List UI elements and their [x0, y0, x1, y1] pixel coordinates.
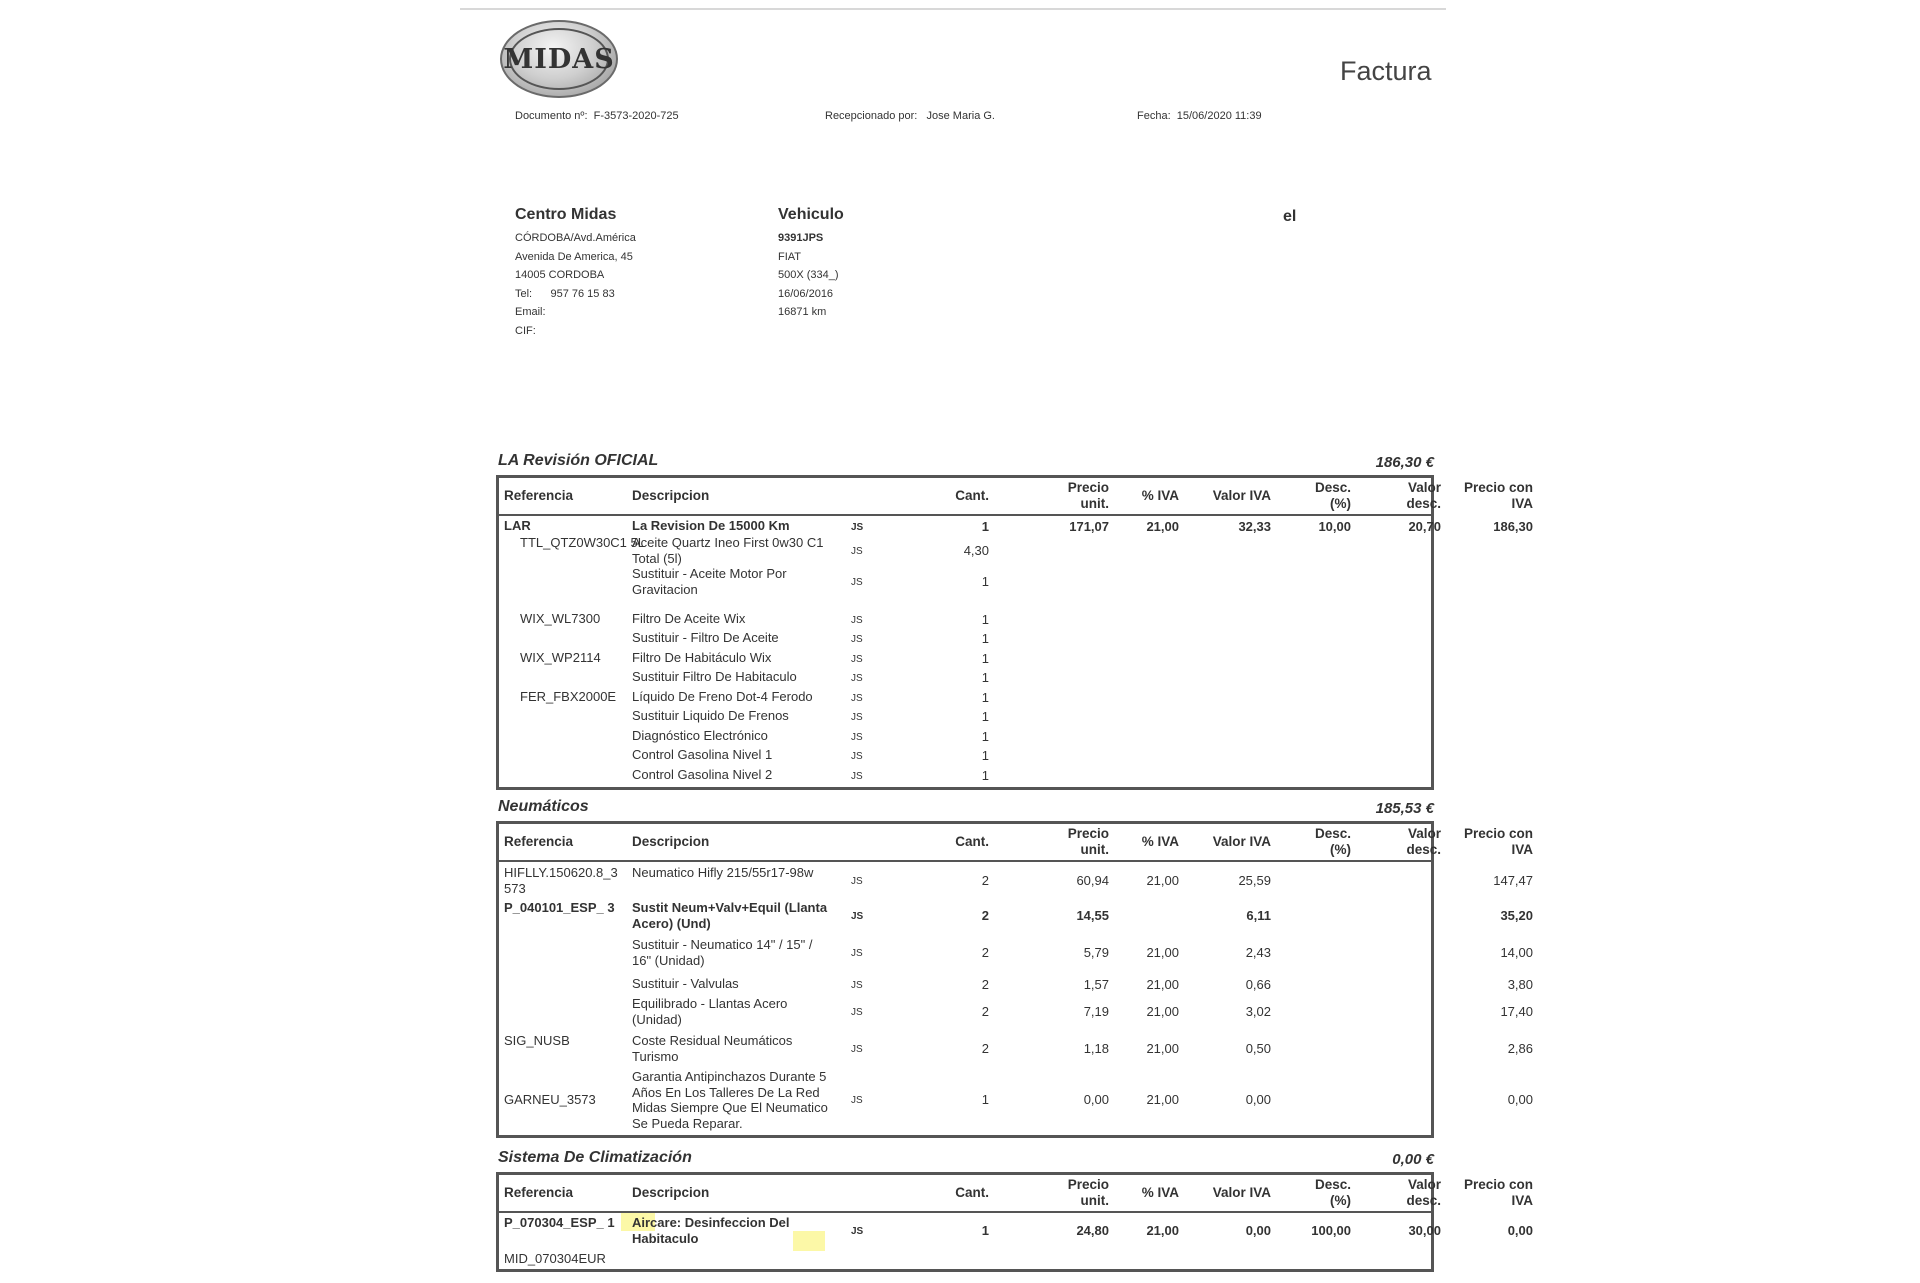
- row-operario: JS: [851, 1007, 863, 1018]
- row-operario: JS: [851, 712, 863, 723]
- row-cantidad: 1: [981, 670, 989, 685]
- row-referencia: GARNEU_3573: [504, 1092, 596, 1107]
- document-number: Documento nº: F-3573-2020-725: [515, 110, 679, 122]
- row-descripcion: Sustituir - Valvulas: [632, 976, 739, 991]
- header-rule: [499, 514, 1431, 516]
- header-precio-con-iva: Precio con IVA: [1463, 1177, 1533, 1208]
- header-descripcion: Descripcion: [632, 834, 710, 849]
- row-descripcion: Control Gasolina Nivel 2: [632, 767, 773, 782]
- header-desc-pct: Desc. (%): [1314, 826, 1351, 857]
- row-iva: 21,00: [1146, 945, 1179, 960]
- table-row: [499, 728, 1431, 746]
- row-cantidad: 1: [981, 709, 989, 724]
- table-row: [499, 865, 1533, 897]
- row-descripcion: Sustituir Filtro De Habitaculo: [632, 669, 797, 684]
- table-row: [499, 611, 1431, 629]
- row-operario: JS: [851, 771, 863, 782]
- row-descripcion: Aceite Quartz Ineo First 0w30 C1 Total (5l): [632, 535, 824, 566]
- row-valor-iva: 0,66: [1245, 977, 1271, 992]
- row-cantidad: 4,30: [963, 543, 989, 558]
- table-row: [499, 669, 1431, 687]
- centro-title: Centro Midas: [515, 206, 617, 223]
- header-referencia: Referencia: [504, 1185, 574, 1200]
- header-valor-desc: Valor desc.: [1406, 480, 1441, 511]
- row-referencia: MID_070304EUR: [504, 1251, 606, 1266]
- table-row: [499, 937, 1533, 969]
- header-desc-pct: Desc. (%): [1314, 480, 1351, 511]
- row-operario: JS: [851, 634, 863, 645]
- row-referencia: P_070304_ESP_ 1: [504, 1215, 615, 1230]
- row-descripcion: La Revision De 15000 Km: [632, 518, 790, 533]
- table-row: [499, 1069, 1533, 1131]
- row-cantidad: 2: [981, 1004, 989, 1019]
- vehiculo-block: Vehiculo 9391JPS FIAT 500X (334_) 16/06/2016 16871 km: [778, 206, 844, 318]
- table-header: [499, 1175, 1533, 1211]
- section-total: 0,00 €: [1392, 1151, 1434, 1168]
- section-title: Sistema De Climatización 0,00 €: [498, 1149, 1434, 1168]
- row-cantidad: 2: [981, 1041, 989, 1056]
- row-valor-iva: 6,11: [1246, 908, 1271, 923]
- header-rule: [499, 860, 1431, 862]
- row-valor-iva: 0,00: [1245, 1092, 1271, 1107]
- row-descripcion: Filtro De Aceite Wix: [632, 611, 746, 626]
- row-precio-unit: 14,55: [1076, 908, 1109, 923]
- row-cantidad: 1: [981, 690, 989, 705]
- table-row: [499, 1215, 1533, 1247]
- header-cant: Cant.: [955, 488, 989, 503]
- row-referencia: SIG_NUSB: [504, 1033, 570, 1048]
- centro-block: Centro Midas CÓRDOBA/Avd.América Avenida De America, 45 14005 CORDOBA Tel: 957 76 15 83 Email: CIF:: [515, 206, 636, 337]
- header-precio-unit: Precio unit.: [1067, 1177, 1109, 1208]
- row-operario: JS: [851, 751, 863, 762]
- header-valor-iva: Valor IVA: [1212, 1185, 1271, 1200]
- row-operario: JS: [851, 615, 863, 626]
- row-precio-unit: 7,19: [1083, 1004, 1109, 1019]
- row-operario: JS: [851, 673, 863, 684]
- row-operario: JS: [851, 693, 863, 704]
- row-operario: JS: [851, 577, 863, 588]
- invoice-table: [496, 475, 1533, 790]
- row-operario: JS: [851, 654, 863, 665]
- row-cantidad: 1: [981, 612, 989, 627]
- page-top-rule: [460, 8, 1446, 10]
- header-desc-pct: Desc. (%): [1314, 1177, 1351, 1208]
- row-desc-pct: 100,00: [1311, 1223, 1351, 1238]
- row-descripcion: Diagnóstico Electrónico: [632, 728, 768, 743]
- row-precio-unit: 5,79: [1083, 945, 1109, 960]
- row-cantidad: 1: [981, 574, 989, 589]
- stray-text: el: [1283, 208, 1297, 225]
- row-operario: JS: [851, 546, 863, 557]
- row-cantidad: 1: [981, 729, 989, 744]
- received-by: Recepcionado por: Jose Maria G.: [825, 110, 995, 122]
- row-operario: JS: [851, 522, 864, 533]
- row-cantidad: 2: [981, 908, 989, 923]
- row-cantidad: 1: [981, 1092, 989, 1107]
- header-valor-desc: Valor desc.: [1406, 826, 1441, 857]
- row-iva: 21,00: [1146, 1092, 1179, 1107]
- row-iva: 21,00: [1146, 873, 1179, 888]
- table-header: [499, 478, 1533, 514]
- row-descripcion: Sustituir Liquido De Frenos: [632, 708, 789, 723]
- header-valor-iva: Valor IVA: [1212, 488, 1271, 503]
- row-referencia: FER_FBX2000E: [520, 689, 617, 704]
- row-referencia: P_040101_ESP_ 3: [504, 900, 615, 915]
- row-valor-desc: 30,00: [1408, 1223, 1441, 1238]
- row-descripcion: Neumatico Hifly 215/55r17-98w: [632, 865, 814, 880]
- row-descripcion: Garantia Antipinchazos Durante 5 Años En Los Talleres De La Red Midas Siempre Que El Neumatico Se Pueda Reparar.: [632, 1069, 828, 1131]
- row-referencia: WIX_WP2114: [520, 650, 601, 665]
- row-cantidad: 1: [981, 748, 989, 763]
- row-operario: JS: [851, 1095, 863, 1106]
- header-precio-unit: Precio unit.: [1067, 480, 1109, 511]
- row-cantidad: 2: [981, 873, 989, 888]
- row-precio-con-iva: 0,00: [1507, 1223, 1533, 1238]
- row-descripcion: Control Gasolina Nivel 1: [632, 747, 773, 762]
- row-cantidad: 2: [981, 977, 989, 992]
- invoice-table: [496, 1172, 1533, 1272]
- row-operario: JS: [851, 876, 863, 887]
- logo-text: MIDAS: [509, 28, 609, 90]
- row-descripcion: Equilibrado - Llantas Acero (Unidad): [632, 996, 788, 1027]
- row-operario: JS: [851, 732, 863, 743]
- row-precio-con-iva: 186,30: [1493, 519, 1533, 534]
- section-title: LA Revisión OFICIAL 186,30 €: [498, 452, 1434, 471]
- row-desc-pct: 10,00: [1318, 519, 1351, 534]
- row-descripcion: Sustit Neum+Valv+Equil (Llanta Acero) (Und): [632, 900, 828, 931]
- row-cantidad: 1: [981, 651, 989, 666]
- header-descripcion: Descripcion: [632, 488, 710, 503]
- row-cantidad: 1: [981, 631, 989, 646]
- row-precio-con-iva: 3,80: [1507, 977, 1533, 992]
- vehiculo-title: Vehiculo: [778, 206, 844, 223]
- row-operario: JS: [851, 948, 863, 959]
- row-descripcion: Filtro De Habitáculo Wix: [632, 650, 772, 665]
- table-row: [499, 1251, 1431, 1283]
- row-descripcion: Sustituir - Neumatico 14" / 15" / 16" (Unidad): [632, 937, 813, 968]
- table-row: [499, 650, 1431, 668]
- header-valor-iva: Valor IVA: [1212, 834, 1271, 849]
- table-row: [499, 689, 1431, 707]
- row-precio-con-iva: 17,40: [1500, 1004, 1533, 1019]
- row-descripcion: Líquido De Freno Dot-4 Ferodo: [632, 689, 813, 704]
- row-referencia: HIFLLY.150620.8_3 573: [504, 865, 618, 896]
- row-precio-con-iva: 2,86: [1507, 1041, 1533, 1056]
- row-valor-iva: 0,50: [1245, 1041, 1271, 1056]
- row-precio-con-iva: 0,00: [1507, 1092, 1533, 1107]
- row-descripcion: Coste Residual Neumáticos Turismo: [632, 1033, 793, 1064]
- row-operario: JS: [851, 1226, 864, 1237]
- row-cantidad: 1: [981, 1223, 989, 1238]
- row-valor-iva: 0,00: [1245, 1223, 1271, 1238]
- row-cantidad: 2: [981, 945, 989, 960]
- section-total: 186,30 €: [1375, 454, 1434, 471]
- section-total: 185,53 €: [1375, 800, 1434, 817]
- table-row: [499, 767, 1431, 785]
- row-precio-con-iva: 35,20: [1500, 908, 1533, 923]
- row-precio-unit: 1,18: [1083, 1041, 1109, 1056]
- row-iva: 21,00: [1146, 519, 1179, 534]
- row-referencia: LAR: [504, 518, 531, 533]
- row-descripcion: Sustituir - Aceite Motor Por Gravitacion: [632, 566, 787, 597]
- table-row: [499, 566, 1431, 598]
- row-operario: JS: [851, 980, 863, 991]
- document-title: Factura: [1340, 56, 1432, 86]
- row-referencia: WIX_WL7300: [520, 611, 601, 626]
- row-iva: 21,00: [1146, 1004, 1179, 1019]
- header-referencia: Referencia: [504, 488, 574, 503]
- row-valor-iva: 3,02: [1245, 1004, 1271, 1019]
- header-iva: % IVA: [1141, 834, 1179, 849]
- header-cant: Cant.: [955, 1185, 989, 1200]
- table-row: [499, 996, 1533, 1028]
- row-precio-unit: 60,94: [1076, 873, 1109, 888]
- row-valor-iva: 25,59: [1238, 873, 1271, 888]
- header-referencia: Referencia: [504, 834, 574, 849]
- row-descripcion: Sustituir - Filtro De Aceite: [632, 630, 779, 645]
- header-iva: % IVA: [1141, 488, 1179, 503]
- row-valor-iva: 32,33: [1238, 519, 1271, 534]
- row-precio-unit: 171,07: [1069, 519, 1109, 534]
- header-cant: Cant.: [955, 834, 989, 849]
- row-operario: JS: [851, 911, 864, 922]
- table-row: [499, 1033, 1533, 1065]
- row-cantidad: 1: [981, 519, 989, 534]
- header-precio-con-iva: Precio con IVA: [1463, 826, 1533, 857]
- table-header: [499, 824, 1533, 860]
- table-row: [499, 747, 1431, 765]
- invoice-table: [496, 821, 1533, 1138]
- section-title: Neumáticos 185,53 €: [498, 798, 1434, 817]
- header-precio-unit: Precio unit.: [1067, 826, 1109, 857]
- row-precio-unit: 24,80: [1076, 1223, 1109, 1238]
- header-rule: [499, 1211, 1431, 1213]
- header-precio-con-iva: Precio con IVA: [1463, 480, 1533, 511]
- header-valor-desc: Valor desc.: [1406, 1177, 1441, 1208]
- row-iva: 21,00: [1146, 977, 1179, 992]
- row-valor-iva: 2,43: [1245, 945, 1271, 960]
- table-row: [499, 518, 1533, 536]
- row-operario: JS: [851, 1044, 863, 1055]
- header-descripcion: Descripcion: [632, 1185, 710, 1200]
- row-descripcion: Aircare: Desinfeccion Del Habitaculo: [632, 1215, 790, 1246]
- row-iva: 21,00: [1146, 1041, 1179, 1056]
- table-row: [499, 535, 1431, 567]
- row-referencia: TTL_QTZ0W30C1 5L: [520, 535, 645, 550]
- row-cantidad: 1: [981, 768, 989, 783]
- row-precio-con-iva: 14,00: [1500, 945, 1533, 960]
- row-precio-con-iva: 147,47: [1493, 873, 1533, 888]
- row-iva: 21,00: [1146, 1223, 1179, 1238]
- midas-logo: [500, 20, 618, 98]
- header-iva: % IVA: [1141, 1185, 1179, 1200]
- row-precio-unit: 0,00: [1083, 1092, 1109, 1107]
- row-precio-unit: 1,57: [1083, 977, 1109, 992]
- row-valor-desc: 20,70: [1408, 519, 1441, 534]
- table-row: [499, 630, 1431, 648]
- table-row: [499, 976, 1533, 994]
- table-row: [499, 708, 1431, 726]
- invoice-date: Fecha: 15/06/2020 11:39: [1137, 110, 1262, 122]
- table-row: [499, 900, 1533, 932]
